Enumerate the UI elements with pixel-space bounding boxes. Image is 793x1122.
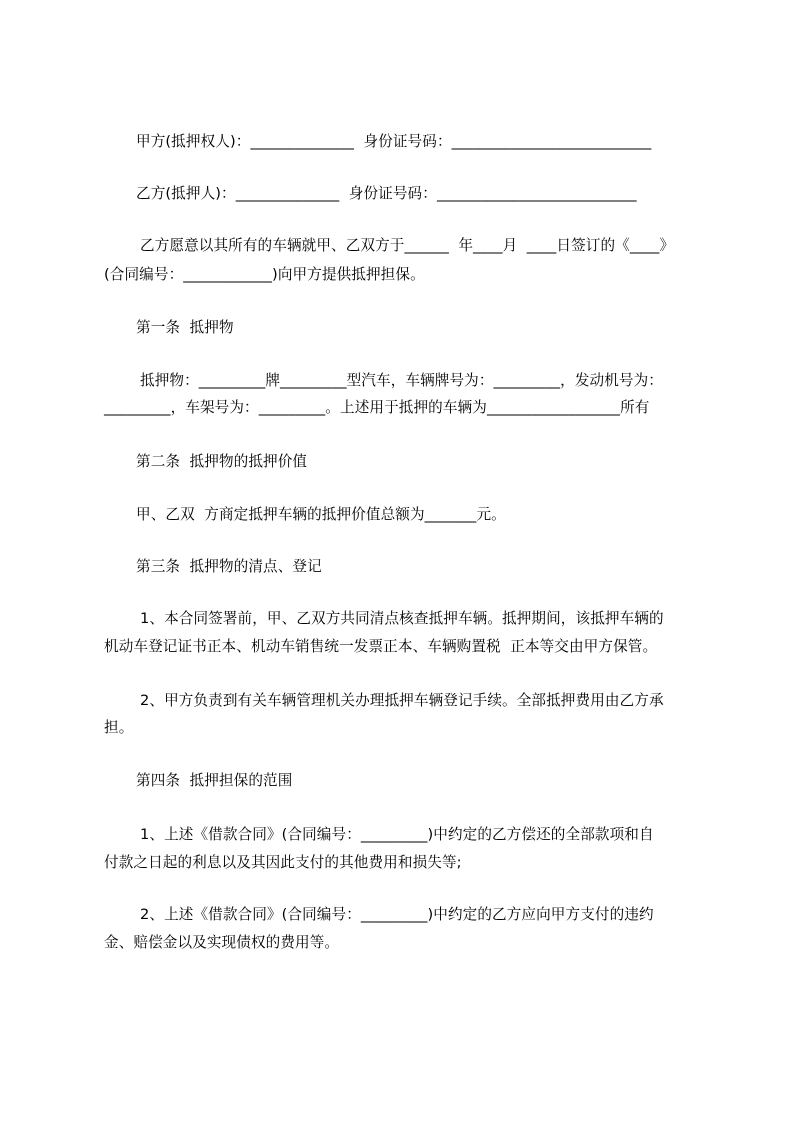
article-4-para-2-line-2: 金、赔偿金以及实现债权的费用等。	[104, 934, 340, 951]
article-4-para-1-line-2: 付款之日起的利息以及其因此支付的其他费用和损失等;	[104, 854, 462, 871]
article-4-title: 第四条 抵押担保的范围	[136, 772, 293, 789]
article-3-title: 第三条 抵押物的清点、登记	[136, 558, 322, 575]
article-3-para-1-line-1: 1、本合同签署前，甲、乙双方共同清点核查抵押车辆。抵押期间，该抵押车辆的	[140, 610, 664, 627]
party-b-line: 乙方(抵押人)：______________ 身份证号码：___________________________	[136, 185, 637, 202]
article-3-para-2-line-2: 担。	[104, 719, 134, 736]
article-2-line-1: 甲、乙双 方商定抵押车辆的抵押价值总额为_______元。	[136, 506, 506, 523]
article-4-para-2-line-1: 2、上述《借款合同》(合同编号：_________)中约定的乙方应向甲方支付的违约	[140, 906, 654, 923]
article-2-title: 第二条 抵押物的抵押价值	[136, 453, 308, 470]
article-1-line-1: 抵押物：_________牌_________型汽车，车辆牌号为：_________，发动机号为：	[140, 372, 663, 389]
party-a-line: 甲方(抵押权人)：______________ 身份证号码：___________________________	[136, 133, 652, 150]
article-1-line-2: _________，车架号为：_________。上述用于抵押的车辆为__________________所有	[104, 399, 650, 416]
article-4-para-1-line-1: 1、上述《借款合同》(合同编号：_________)中约定的乙方偿还的全部款项和自	[140, 826, 654, 843]
article-3-para-1-line-2: 机动车登记证书正本、机动车销售统一发票正本、车辆购置税 正本等交由甲方保管。	[104, 638, 658, 655]
article-3-para-2-line-1: 2、甲方负责到有关车辆管理机关办理抵押车辆登记手续。全部抵押费用由乙方承	[140, 692, 664, 709]
intro-line-2: (合同编号：____________)向甲方提供抵押担保。	[104, 266, 425, 283]
article-1-title: 第一条 抵押物	[136, 319, 234, 336]
intro-line-1: 乙方愿意以其所有的车辆就甲、乙双方于______ 年____月 ____日签订的《____》	[140, 237, 675, 254]
